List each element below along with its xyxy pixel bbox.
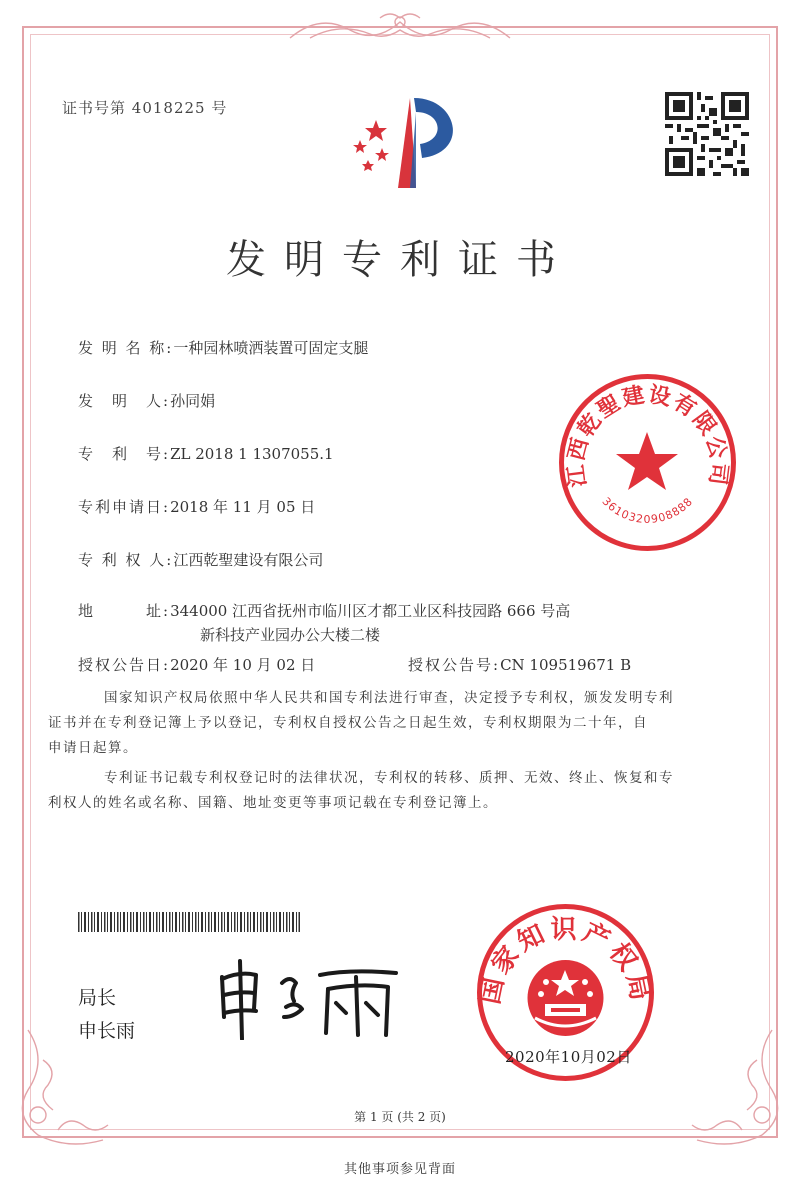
invention-name-label: 发 明 名 称: [78,339,174,357]
national-emblem-icon [528,960,604,1036]
inventor-label: 发 明 人: [78,392,171,410]
company-seal-code: 3610320908888 [599,494,696,526]
barcode-icon [78,912,300,932]
cnipa-logo-icon [338,92,468,192]
company-seal [555,370,740,555]
address-label: 地 址: [78,602,171,620]
address-row [78,600,570,621]
handwritten-signature [210,955,410,1040]
filing-date-row [78,496,315,517]
statement-paragraph-1 [48,686,742,761]
signatory-title: 局长 [78,987,117,1009]
qr-code-icon [665,92,749,176]
grant-number-value: CN 109519671 B [500,656,632,674]
certificate-number-label: 证书号第 [62,99,127,117]
page-title: 发明专利证书 [226,237,574,283]
invention-name-row [78,337,368,358]
patentee-label: 专 利 权 人: [78,551,174,569]
office-seal-date: 2020年10月02日 [505,1048,632,1066]
certificate-number [62,97,227,118]
patentee-value: 江西乾聖建设有限公司 [173,551,324,569]
office-seal-text: 国家知识产权局 [475,915,656,1007]
grant-date-row [78,654,315,675]
certificate-number-suffix: 号 [211,99,228,117]
grant-date-value: 2020 年 10 月 02 日 [170,656,316,674]
signatory-name: 申长雨 [78,1020,136,1042]
patent-number-value: ZL 2018 1 1307055.1 [170,445,334,463]
patent-number-label: 专 利 号: [78,445,171,463]
para2-line1: 专利证书记载专利权登记时的法律状况，专利权的转移、质押、无效、终止、恢复和专 [104,770,674,786]
grant-number-row [408,654,631,675]
svg-text:3610320908888 [599,495,695,526]
top-ornament [280,8,520,48]
inventor-value: 孙同娟 [170,392,216,410]
para2-line2: 利权人的姓名或名称、国籍、地址变更等事项记载在专利登记簿上。 [48,795,498,811]
address-line2: 新科技产业园办公大楼二楼 [200,626,381,644]
company-seal-text: 江西乾聖建设有限公司 [563,382,732,489]
statement-paragraph-2 [48,766,742,816]
certificate-number-value: 4018225 [131,99,206,117]
invention-name-value: 一种园林喷洒装置可固定支腿 [173,339,369,357]
grant-date-label: 授权公告日: [78,656,171,674]
para1-line1: 国家知识产权局依照中华人民共和国专利法进行审查，决定授予专利权，颁发发明专利 [104,690,674,706]
filing-date-value: 2018 年 11 月 05 日 [170,498,316,516]
address-value-line1: 344000 江西省抚州市临川区才都工业区科技园路 666 号高 [170,602,571,620]
grant-number-label: 授权公告号: [408,656,501,674]
footer-note: 其他事项参见背面 [343,1162,456,1177]
patentee-row [78,549,323,570]
inventor-row [78,390,215,411]
page-indicator: 第 1 页 (共 2 页) [354,1110,446,1124]
bottom-right-ornament [682,1020,792,1150]
patent-number-row [78,443,334,464]
para1-line3: 申请日起算。 [48,740,138,756]
para1-line2: 证书并在专利登记簿上予以登记，专利权自授权公告之日起生效，专利权期限为二十年，自 [48,715,648,731]
filing-date-label: 专利申请日: [78,498,171,516]
